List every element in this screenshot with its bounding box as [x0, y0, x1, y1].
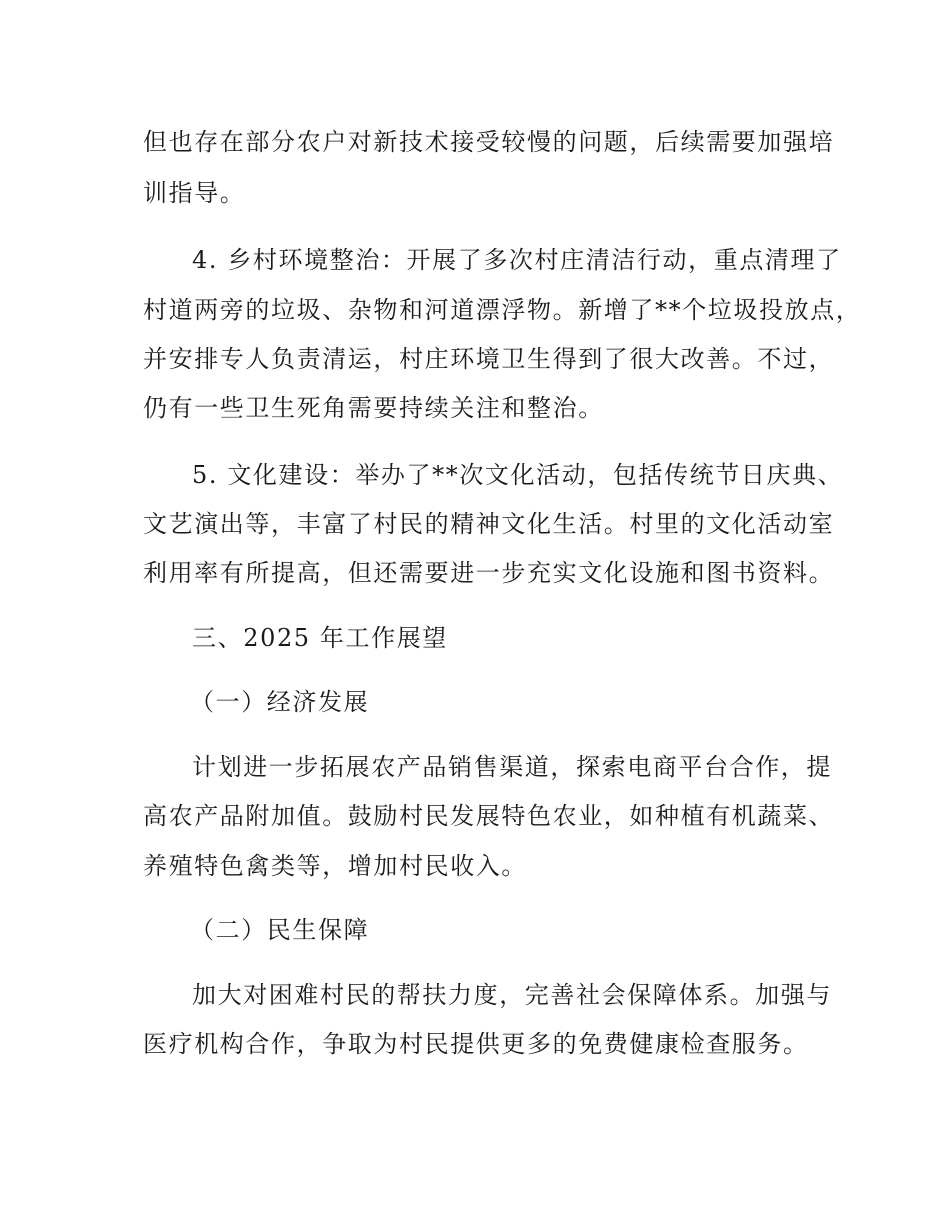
item-4-line-2: 村道两旁的垃圾、杂物和河道漂浮物。新增了**个垃圾投放点，: [143, 296, 862, 324]
subsection-1-line-1: 计划进一步拓展农产品销售渠道，探索电商平台合作，提: [192, 753, 832, 781]
item-5-line-2: 文艺演出等，丰富了村民的精神文化生活。村里的文化活动室: [143, 510, 835, 538]
subsection-1-heading: （一）经济发展: [190, 688, 370, 716]
item-4-line-4: 仍有一些卫生死角需要持续关注和整治。: [143, 394, 604, 422]
item-5-line-3: 利用率有所提高，但还需要进一步充实文化设施和图书资料。: [143, 559, 835, 587]
subsection-2-line-2: 医疗机构合作，争取为村民提供更多的免费健康检查服务。: [143, 1030, 809, 1058]
section-heading: 三、2025 年工作展望: [192, 624, 448, 652]
subsection-1-line-2: 高农产品附加值。鼓励村民发展特色农业，如种植有机蔬菜、: [143, 802, 835, 830]
paragraph-1-line-1: 但也存在部分农户对新技术接受较慢的问题，后续需要加强培: [143, 128, 835, 156]
subsection-2-line-1: 加大对困难村民的帮扶力度，完善社会保障体系。加强与: [192, 981, 832, 1009]
item-5-line-1: 5. 文化建设：举办了**次文化活动，包括传统节日庆典、: [192, 461, 844, 489]
subsection-2-heading: （二）民生保障: [190, 916, 370, 944]
paragraph-1-line-2: 训指导。: [143, 179, 246, 207]
item-4-line-1: 4. 乡村环境整治：开展了多次村庄清洁行动，重点清理了: [192, 246, 842, 274]
subsection-1-line-3: 养殖特色禽类等，增加村民收入。: [143, 852, 527, 880]
item-4-line-3: 并安排专人负责清运，村庄环境卫生得到了很大改善。不过，: [143, 345, 835, 373]
